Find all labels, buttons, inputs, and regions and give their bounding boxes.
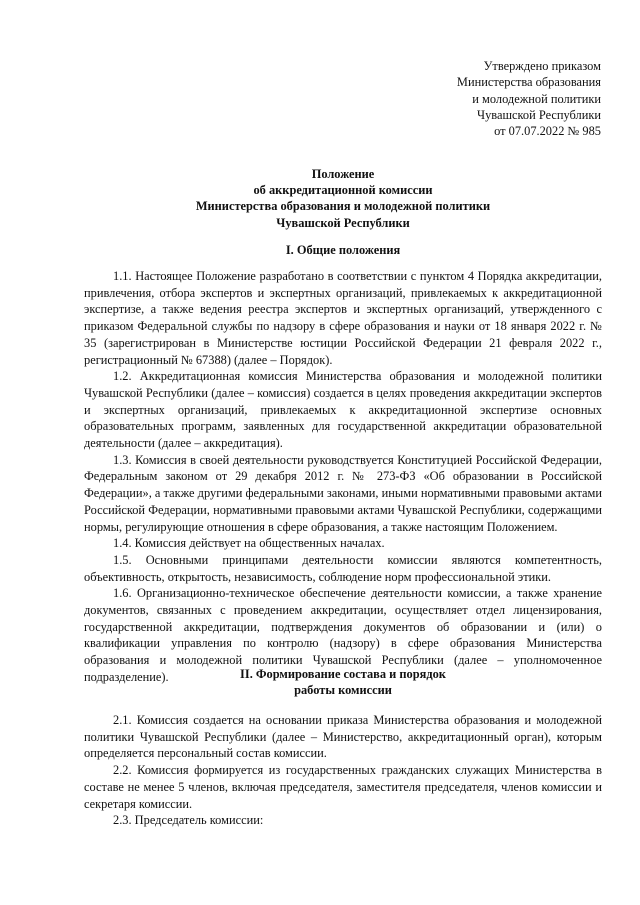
section-2-body xyxy=(84,712,602,829)
paragraph: 1.1. Настоящее Положение разработано в соответствии с пунктом 4 Порядка аккредитации, привлечения, отбора экспертов и экспертных организаций, привлекаемых к аккредитационной экспертизе, а также ведения реестра экспертов и экспертных организаций, утвержденного с приказом Федеральной службы по надзору в сфере образования и науки от 18 января 2022 г. № 35 (зарегистрирован в Министерстве юстиции Российской Федерации 21 февраля 2022 г., регистрационный № 67388) (далее – Порядок). xyxy=(84,269,602,367)
approval-line: и молодежной политики xyxy=(472,91,601,106)
approval-stamp xyxy=(457,58,601,139)
title-line: Министерства образования и молодежной политики xyxy=(195,199,491,214)
paragraph: 2.3. Председатель комиссии: xyxy=(113,813,264,828)
paragraph: 1.4. Комиссия действует на общественных началах. xyxy=(113,536,385,551)
approval-line: Министерства образования xyxy=(456,75,601,90)
heading-line: работы комиссии xyxy=(294,683,392,698)
title-line: Чувашской Республики xyxy=(276,215,410,230)
approval-line: Утверждено приказом xyxy=(483,59,601,73)
approval-line: Чувашской Республики xyxy=(477,107,601,122)
section-1-body xyxy=(84,268,602,686)
paragraph: 2.1. Комиссия создается на основании приказа Министерства образования и молодежной политики Чувашской Республики (далее – Министерство, аккредитационный орган), которым определяется персональный состав комиссии. xyxy=(84,713,602,761)
title-line: об аккредитационной комиссии xyxy=(253,183,433,198)
heading-line: II. Формирование состава и порядок xyxy=(240,667,446,681)
paragraph: 2.2. Комиссия формируется из государственных гражданских служащих Министерства в составе не менее 5 членов, включая председателя, заместителя председателя, членов комиссии и секретаря комиссии. xyxy=(84,763,602,811)
paragraph: 1.2. Аккредитационная комиссия Министерства образования и молодежной политики Чувашской Республики (далее – комиссия) создается в целях проведения аккредитации экспертов и экспертных организаций, привлекаемых к аккредитационной экспертизе основных образовательных программ, заявленных для государственной аккредитации образовательной деятельности (далее – аккредитация). xyxy=(84,369,602,451)
title-line: Положение xyxy=(311,167,375,181)
section-1-heading: I. Общие положения xyxy=(285,243,401,257)
section-2-heading xyxy=(84,666,602,699)
paragraph: 1.6. Организационно-техническое обеспечение деятельности комиссии, а также хранение документов, связанных с проведением аккредитации, осуществляет отдел лицензирования, государственной аккредитации, подтверждения документов об образовании и (или) о квалификации управления по контролю (надзору) в сфере образования Министерства образования и молодежной политики Чувашской Республики (далее – уполномоченное подразделение). xyxy=(84,586,602,684)
paragraph: 1.5. Основными принципами деятельности комиссии являются компетентность, объективность, открытость, независимость, соблюдение норм профессиональной этики. xyxy=(84,552,602,584)
approval-date-line: от 07.07.2022 № 985 xyxy=(494,124,601,139)
document-title xyxy=(84,166,602,231)
paragraph: 1.3. Комиссия в своей деятельности руководствуется Конституцией Российской Федерации, Федеральным законом от 29 декабря 2012 г. № 273-ФЗ «Об образовании в Российской Федерации», а также другими федеральными законами, иными нормативными правовыми актами Российской Федерации, нормативными правовыми актами Чувашской Республики, содержащими нормы, регулирующие отношения в сфере образования, а также настоящим Положением. xyxy=(84,452,602,534)
